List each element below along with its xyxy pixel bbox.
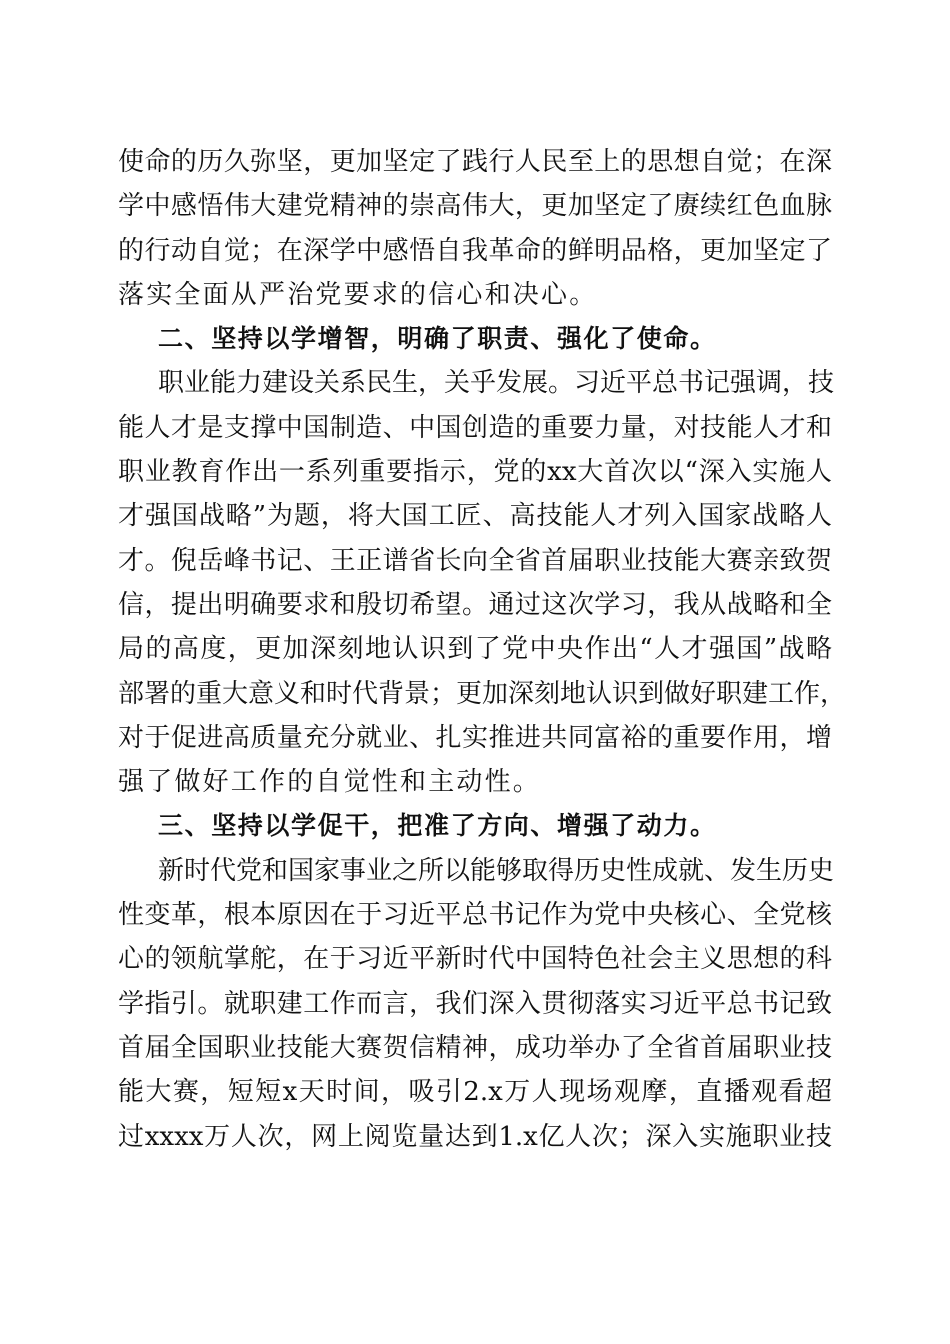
paragraph-line: 学指引。就职建工作而言，我们深入贯彻落实习近平总书记致 <box>118 988 832 1019</box>
paragraph-line: 的行动自觉；在深学中感悟自我革命的鲜明品格，更加坚定了 <box>118 235 832 266</box>
paragraph-line: 能大赛，短短x天时间，吸引2.x万人现场观摩，直播观看超 <box>118 1077 832 1108</box>
paragraph-line: 新时代党和国家事业之所以能够取得历史性成就、发生历史 <box>158 855 835 886</box>
paragraph-line: 对于促进高质量充分就业、扎实推进共同富裕的重要作用，增 <box>118 722 832 753</box>
paragraph-line: 首届全国职业技能大赛贺信精神，成功举办了全省首届职业技 <box>118 1032 832 1063</box>
paragraph-line: 职业能力建设关系民生，关乎发展。习近平总书记强调，技 <box>158 368 835 399</box>
paragraph-line: 局的高度，更加深刻地认识到了党中央作出“人才强国”战略 <box>118 634 832 665</box>
section-heading: 三、坚持以学促干，把准了方向、增强了动力。 <box>158 811 717 841</box>
paragraph-line: 过xxxx万人次，网上阅览量达到1.x亿人次；深入实施职业技 <box>118 1121 832 1152</box>
paragraph-line: 职业教育作出一系列重要指示，党的xx大首次以“深入实施人 <box>118 457 832 488</box>
paragraph-line: 心的领航掌舵，在于习近平新时代中国特色社会主义思想的科 <box>118 944 832 975</box>
section-heading: 二、坚持以学增智，明确了职责、强化了使命。 <box>158 324 717 354</box>
paragraph-line: 强了做好工作的自觉性和主动性。 <box>118 767 542 798</box>
paragraph-line: 才。倪岳峰书记、王正谱省长向全省首届职业技能大赛亲致贺 <box>118 545 832 576</box>
paragraph-line: 能人才是支撑中国制造、中国创造的重要力量，对技能人才和 <box>118 412 832 443</box>
paragraph-line: 才强国战略”为题，将大国工匠、高技能人才列入国家战略人 <box>118 501 832 532</box>
paragraph-line: 部署的重大意义和时代背景；更加深刻地认识到做好职建工作， <box>118 678 847 709</box>
document-body <box>118 140 847 1159</box>
paragraph-line: 落实全面从严治党要求的信心和决心。 <box>118 279 598 310</box>
paragraph-line: 信，提出明确要求和殷切希望。通过这次学习，我从战略和全 <box>118 589 832 620</box>
paragraph-line: 学中感悟伟大建党精神的崇高伟大，更加坚定了赓续红色血脉 <box>118 191 832 222</box>
paragraph-line: 使命的历久弥坚，更加坚定了践行人民至上的思想自觉；在深 <box>118 147 832 177</box>
paragraph-line: 性变革，根本原因在于习近平总书记作为党中央核心、全党核 <box>118 900 832 931</box>
